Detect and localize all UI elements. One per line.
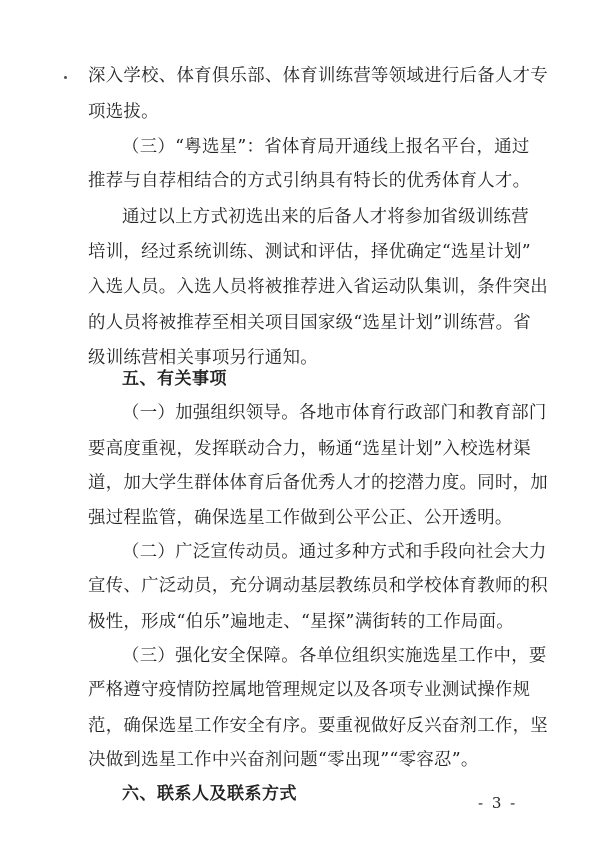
body-line: 深入学校、体育俱乐部、体育训练营等领域进行后备人才专 — [88, 66, 548, 87]
body-line: 道，加大学生群体体育后备优秀人才的挖潜力度。同时，加 — [88, 473, 548, 494]
body-line: 培训，经过系统训练、测试和评估，择优确定“选星计划” — [88, 242, 531, 262]
body-line: （二）广泛宣传动员。通过多种方式和手段向社会大力 — [122, 541, 547, 562]
section-heading: 五、有关事项 — [122, 369, 227, 390]
body-line: 的人员将被推荐至相关项目国家级“选星计划”训练营。省 — [88, 312, 531, 333]
body-line: 决做到选星工作中兴奋剂问题“零出现”“零容忍”。 — [88, 750, 479, 771]
body-line: 推荐与自荐相结合的方式引纳具有特长的优秀体育人才。 — [88, 171, 531, 192]
page-number: - 3 - — [478, 794, 518, 812]
body-line: 宣传、广泛动员，充分调动基层教练员和学校体育教师的积 — [88, 576, 548, 597]
body-line: 严格遵守疫情防控属地管理规定以及各项专业测试操作规 — [88, 680, 531, 701]
body-line: 强过程监管，确保选星工作做到公平公正、公开透明。 — [88, 507, 513, 528]
body-line: （三）“粤选星”：省体育局开通线上报名平台，通过 — [122, 136, 530, 157]
body-line: （一）加强组织领导。各地市体育行政部门和教育部门 — [122, 403, 547, 424]
body-line: 要高度重视，发挥联动合力，畅通“选星计划”入校选材渠 — [88, 438, 531, 459]
body-line: 项选拔。 — [88, 101, 159, 122]
section-heading: 六、联系人及联系方式 — [122, 784, 297, 805]
body-line: 范，确保选星工作安全有序。要重视做好反兴奋剂工作，坚 — [88, 715, 548, 736]
scan-speck — [64, 76, 67, 79]
body-line: 通过以上方式初选出来的后备人才将参加省级训练营 — [122, 206, 529, 227]
body-line: 级训练营相关事项另行通知。 — [88, 348, 318, 368]
body-line: （三）强化安全保障。各单位组织实施选星工作中，要 — [122, 645, 547, 666]
body-line: 极性，形成“伯乐”遍地走、“星探”满街转的工作局面。 — [88, 611, 514, 632]
body-line: 入选人员。入选人员将被推荐进入省运动队集训，条件突出 — [88, 277, 548, 298]
